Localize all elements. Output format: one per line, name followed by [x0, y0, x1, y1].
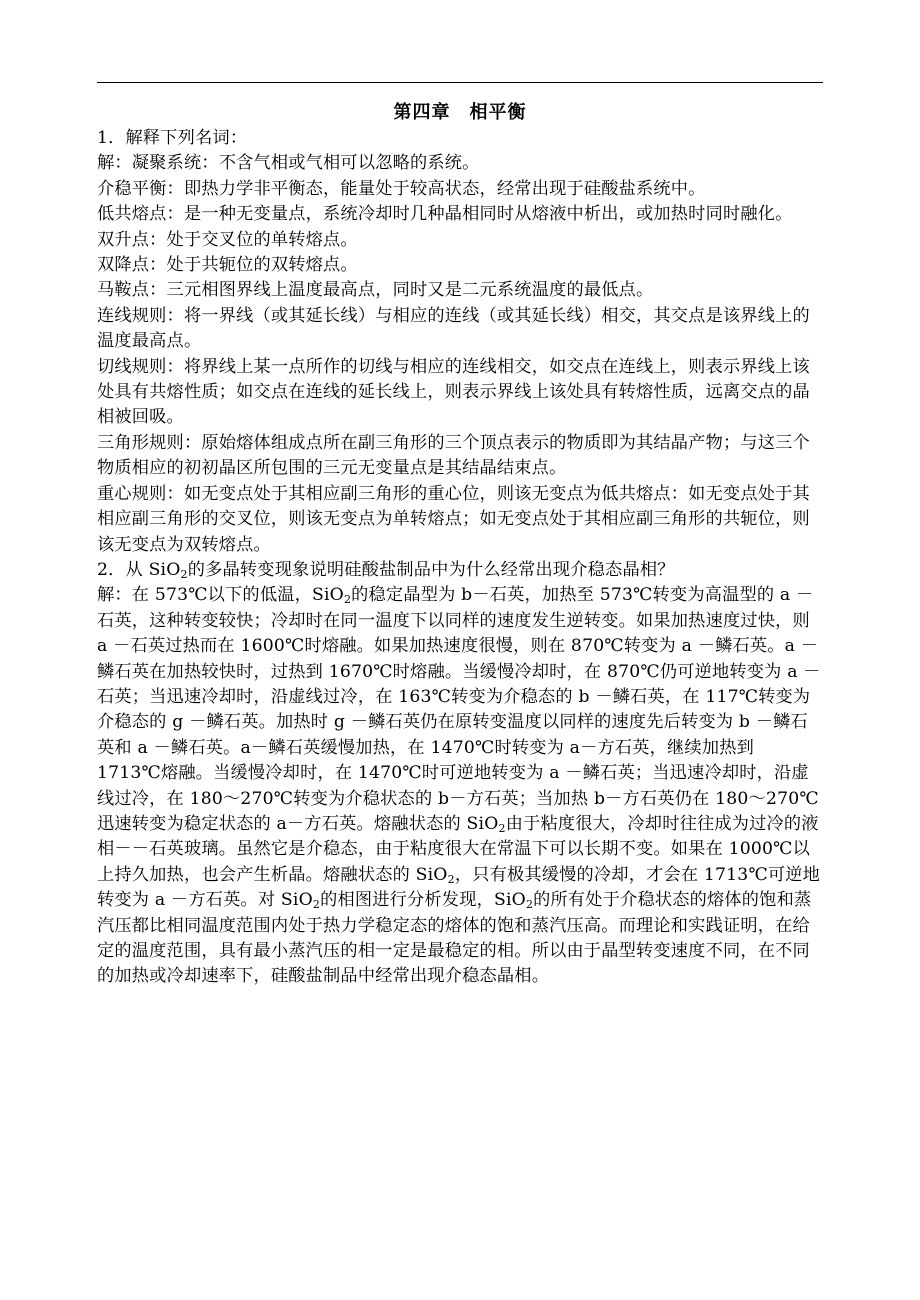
definition-connecting-line-rule: 连线规则：将一界线（或其延长线）与相应的连线（或其延长线）相交，其交点是该界线上的温度最高点。	[97, 305, 810, 352]
answer-2	[97, 583, 823, 990]
document-body	[97, 100, 823, 990]
definition-eutectic-point: 低共熔点：是一种无变量点，系统冷却时几种晶相同时从熔液中析出，或加热时同时融化。	[97, 204, 793, 225]
definition-tangent-rule: 切线规则：将界线上某一点所作的切线与相应的连线相交，如交点在连线上，则表示界线上该处具有共熔性质；如交点在连线的延长线上，则表示界线上该处具有转熔性质，远离交点的晶相被回吸。	[97, 356, 810, 428]
definition-double-rising-point: 双升点：处于交叉位的单转熔点。	[97, 229, 358, 250]
question-2	[97, 558, 823, 583]
definition-condensed-system: 解：凝聚系统：不含气相或气相可以忽略的系统。	[97, 153, 480, 174]
question-1-title: 1．解释下列名词：	[97, 128, 248, 148]
answer-sub-4: 2	[312, 898, 321, 912]
answer-part-6: 的所有处于介稳状态的熔体的饱和蒸汽压都比相同温度范围内处于热力学稳定态的熔体的饱和蒸汽压高。而理论和实践证明，在给定的温度范围，具有最小蒸汽压的相一定是最稳定的相。所以由于晶型转变速度不同，在不同的加热或冷却速率下，硅酸盐制品中经常出现介稳态晶相。	[97, 890, 812, 987]
definition-saddle-point: 马鞍点：三元相图界线上温度最高点，同时又是二元系统温度的最低点。	[97, 280, 654, 301]
answer-part-4: ，只有极其缓慢的冷却，才会在 1713℃可逆地转变为 a －方石英。对 SiO	[97, 864, 821, 911]
q2-prefix: 2．从 SiO	[97, 559, 181, 580]
answer-sub-1: 2	[343, 593, 352, 607]
definition-metastable-equilibrium: 介稳平衡：即热力学非平衡态，能量处于较高状态，经常出现于硅酸盐系统中。	[97, 178, 706, 199]
definition-center-of-gravity-rule: 重心规则：如无变点处于其相应副三角形的重心位，则该无变点为低共熔点：如无变点处于其相应副三角形的交叉位，则该无变点为单转熔点；如无变点处于其相应副三角形的共轭位，则该无变点为双转熔点。	[97, 483, 810, 555]
answer-sub-2: 2	[498, 821, 506, 835]
definition-triangle-rule: 三角形规则：原始熔体组成点所在副三角形的三个顶点表示的物质即为其结晶产物；与这三个物质相应的初初晶区所包围的三元无变量点是其结晶结束点。	[97, 432, 810, 479]
q2-suffix: 的多晶转变现象说明硅酸盐制品中为什么经常出现介稳态晶相？	[187, 559, 675, 580]
q2-subscript: 2	[180, 567, 188, 581]
header-rule	[97, 82, 823, 83]
answer-part-1: 解：在 573℃以下的低温，SiO	[97, 585, 344, 606]
answer-sub-5: 2	[525, 898, 534, 912]
definition-double-falling-point: 双降点：处于共轭位的双转熔点。	[97, 255, 358, 276]
answer-part-3: 由于粘度很大，冷却时往往成为过冷的液相－－石英玻璃。虽然它是介稳态，由于粘度很大在常温下可以长期不变。如果在 1000℃以上持久加热，也会产生析晶。熔融状态的 SiO	[97, 813, 819, 885]
answer-part-2: 的稳定晶型为 b－石英，加热至 573℃转变为高温型的 a －石英，这种转变较快；冷却时在同一温度下以同样的速度发生逆转变。如果加热速度过快，则 a －石英过热而在 1600℃时熔融。如果加热速度很慢，则在 870℃转变为 a －鳞石英。a －鳞石英在加热较快时，过热到 1670℃时熔融。当缓慢冷却时，在 870℃仍可逆地转变为 a －石英；当迅速冷却时，沿虚线过冷，在 163℃转变为介稳态的 b －鳞石英，在 117℃转变为介稳态的 g －鳞石英。加热时 g －鳞石英仍在原转变温度以同样的速度先后转变为 b －鳞石英和 a －鳞石英。a－鳞石英缓慢加热，在 1470℃时转变为 a－方石英，继续加热到 1713℃熔融。当缓慢冷却时，在 1470℃时可逆地转变为 a －鳞石英；当迅速冷却时，沿虚线过冷，在 180～270℃转变为介稳状态的 b－方石英；当加热 b－方石英仍在 180～270℃迅速转变为稳定状态的 a－方石英。熔融状态的 SiO	[97, 585, 821, 834]
chapter-title: 第四章 相平衡	[393, 102, 527, 123]
answer-sub-3: 2	[447, 872, 455, 886]
answer-part-5: 的相图进行分析发现，SiO	[320, 890, 526, 911]
